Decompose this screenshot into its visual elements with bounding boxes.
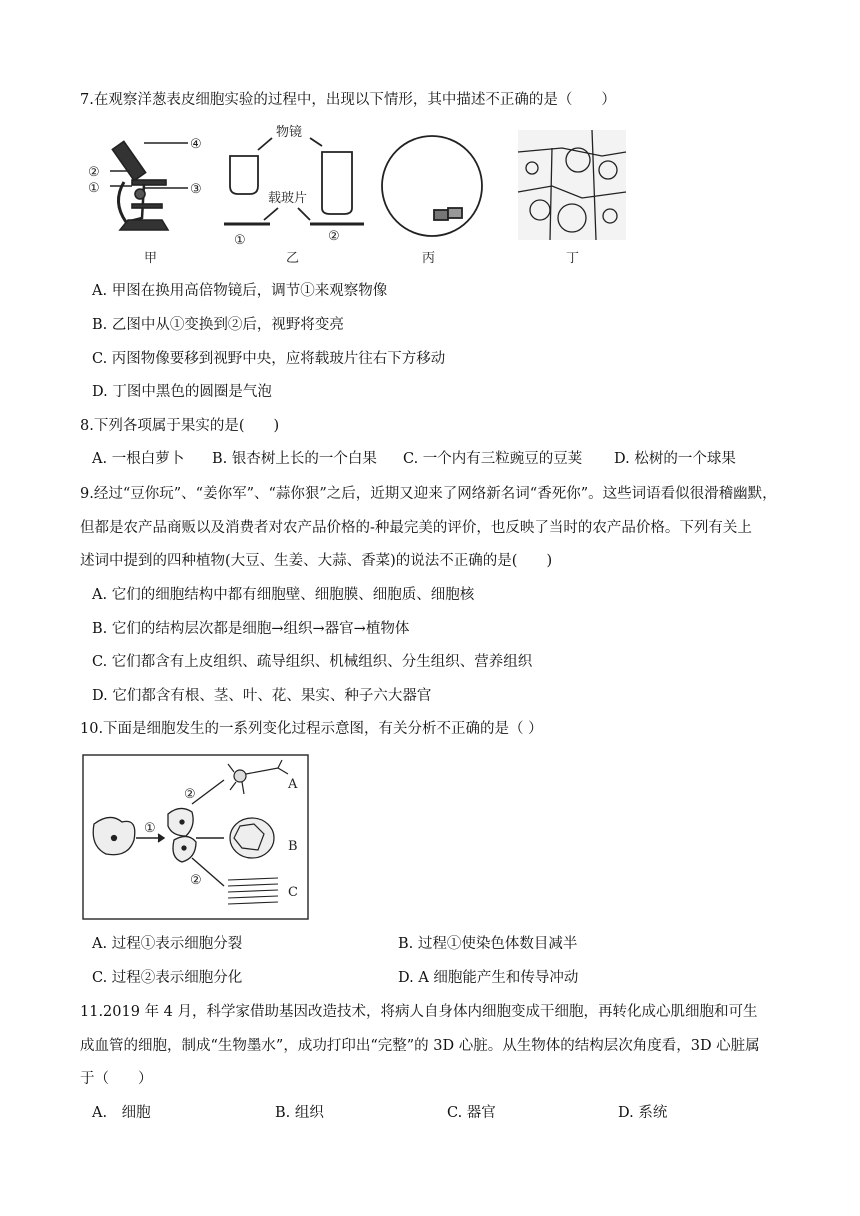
q7-figure (82, 122, 632, 268)
label-step2-lower: ② (190, 873, 202, 888)
q7-option-c[interactable]: C. 丙图物像要移到视野中央，应将载玻片往右下方移动 (92, 351, 446, 367)
caption-yi: 乙 (286, 251, 300, 266)
q11-option-b[interactable]: B. 组织 (275, 1105, 324, 1121)
q7-option-a[interactable]: A. 甲图在换用高倍物镜后，调节①来观察物像 (92, 283, 388, 299)
q9-option-b[interactable]: B. 它们的结构层次都是细胞→组织→器官→植物体 (92, 621, 410, 637)
q11-stem-line2: 成血管的细胞，制成“生物墨水”，成功打印出“完整”的 3D 心脏。从生物体的结构层次角度看，3D 心脏属 (80, 1038, 760, 1054)
label-step2-upper: ② (184, 787, 196, 802)
q9-option-c[interactable]: C. 它们都含有上皮组织、疏导组织、机械组织、分生组织、营养组织 (92, 654, 533, 670)
q10-stem: 10.下面是细胞发生的一系列变化过程示意图，有关分析不正确的是（ ） (80, 721, 543, 737)
field-of-view-diagram (382, 136, 482, 236)
q10-figure (82, 754, 310, 922)
q7-option-d[interactable]: D. 丁图中黑色的圆圈是气泡 (92, 384, 272, 400)
q11-option-a[interactable]: A. 细胞 (92, 1105, 151, 1121)
q10-option-a[interactable]: A. 过程①表示细胞分裂 (92, 936, 243, 952)
epithelial-tissue (230, 818, 274, 858)
q8-option-c[interactable]: C. 一个内有三粒豌豆的豆荚 (403, 451, 583, 467)
q8-stem: 8.下列各项属于果实的是( ) (80, 418, 280, 434)
q8-option-d[interactable]: D. 松树的一个球果 (614, 451, 736, 467)
q7-option-b[interactable]: B. 乙图中从①变换到②后，视野将变亮 (92, 317, 344, 333)
label-b: B (288, 839, 298, 854)
q11-stem-line1: 11.2019 年 4 月，科学家借助基因改造技术，将病人自身体内细胞变成干细胞，再转化成心肌细胞和可生 (80, 1004, 758, 1020)
slide-label: 载玻片 (268, 191, 308, 206)
q10-option-b[interactable]: B. 过程①使染色体数目减半 (398, 936, 578, 952)
q10-option-c[interactable]: C. 过程②表示细胞分化 (92, 970, 243, 986)
label-num2-yi: ② (328, 229, 340, 244)
q7-stem: 7.在观察洋葱表皮细胞实验的过程中，出现以下情形，其中描述不正确的是（ ） (80, 92, 616, 108)
q9-stem-line1: 9.经过“豆你玩”、“姜你军”、“蒜你狠”之后，近期又迎来了网络新名词“香死你”。这些词语看似很滑稽幽默， (80, 486, 777, 502)
caption-bing: 丙 (422, 251, 436, 266)
q11-option-d[interactable]: D. 系统 (618, 1105, 668, 1121)
label-num3: ③ (190, 182, 202, 197)
caption-ding: 丁 (566, 251, 580, 266)
q8-option-b[interactable]: B. 银杏树上长的一个白果 (212, 451, 377, 467)
q9-option-d[interactable]: D. 它们都含有根、茎、叶、花、果实、种子六大器官 (92, 688, 432, 704)
q9-option-a[interactable]: A. 它们的细胞结构中都有细胞壁、细胞膜、细胞质、细胞核 (92, 587, 475, 603)
q11-stem-line3: 于（ ） (80, 1071, 153, 1087)
label-num4: ④ (190, 137, 202, 152)
onion-cells-bubbles-diagram (518, 130, 626, 240)
q9-stem-line3: 述词中提到的四种植物(大豆、生姜、大蒜、香菜)的说法不正确的是( ) (80, 553, 553, 569)
q10-option-d[interactable]: D. A 细胞能产生和传导冲动 (398, 970, 579, 986)
label-c: C (288, 885, 298, 900)
label-num1-yi: ① (234, 233, 246, 248)
label-num2: ② (88, 165, 100, 180)
label-step1: ① (144, 821, 156, 836)
label-num1: ① (88, 181, 100, 196)
microscope-diagram (110, 141, 188, 230)
q9-stem-line2: 但都是农产品商贩以及消费者对农产品价格的-种最完美的评价，也反映了当时的农产品价格。下列有关上 (80, 520, 752, 536)
label-a: A (288, 777, 298, 792)
caption-jia: 甲 (144, 251, 158, 266)
q11-option-c[interactable]: C. 器官 (447, 1105, 496, 1121)
objective-label: 物镜 (276, 125, 303, 140)
q8-option-a[interactable]: A. 一根白萝卜 (92, 451, 185, 467)
objective-lens-diagram (224, 138, 364, 224)
